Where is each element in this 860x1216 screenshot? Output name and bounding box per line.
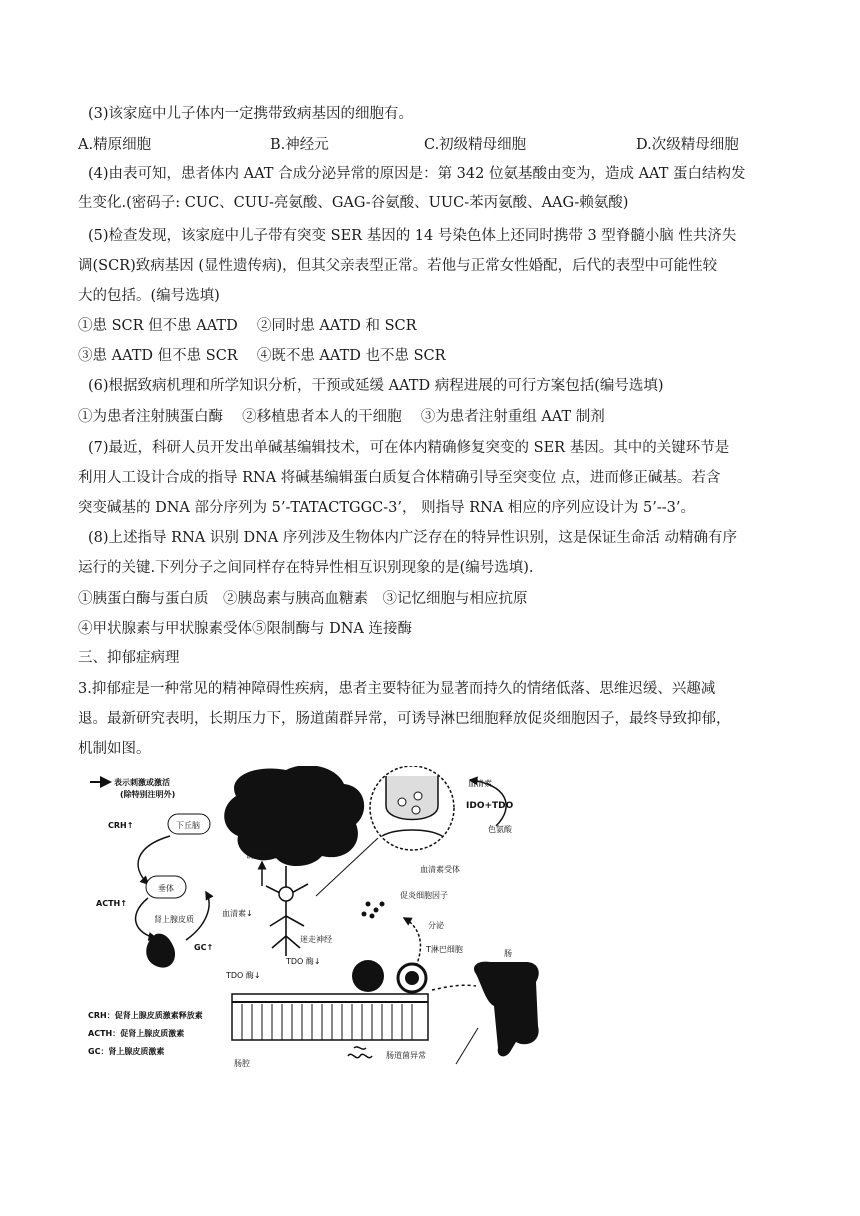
question-7-line1: (7)最近，科研人员开发出单碱基编辑技术，可在体内精确修复突变的 SER 基因。其中的关键环节是	[88, 440, 730, 456]
option-a: A.精原细胞	[78, 137, 152, 153]
vagus-label: 迷走神经	[300, 935, 332, 944]
legend-arrow-label: 表示刺激或激活	[114, 778, 170, 787]
bacteria-icon	[348, 1047, 372, 1058]
gut-label: 肠	[504, 949, 512, 958]
ido-tdo-label: IDO+TDO	[466, 801, 514, 811]
question-4-line1: (4)由表可知，患者体内 AAT 合成分泌异常的原因是：第 342 位氨基酸由变为，造成 AAT 蛋白结构发	[88, 166, 746, 182]
question-5-line2: 调(SCR)致病基因 (显性遗传病)，但其父亲表型正常。若他与正常女性婚配，后代的表型中可能性较	[78, 258, 718, 274]
receptor-label: 血清素受体	[420, 865, 460, 874]
definition-acth: ACTH：促肾上腺皮质激素	[88, 1029, 185, 1038]
induce-depression-label: 诱发抑郁	[246, 851, 278, 860]
gc-label: GC↑	[194, 943, 214, 952]
paragraph-3-line1: 3.抑郁症是一种常见的精神障碍性疾病，患者主要特征为显著而持久的情绪低落、思维迟缓、兴趣减	[78, 681, 716, 697]
question-5-line3: 大的包括。(编号选填)	[78, 288, 220, 304]
intestinal-epithelium	[232, 994, 428, 1040]
cytokine-label: 促炎细胞因子	[400, 891, 448, 900]
question-3: (3)该家庭中儿子体内一定携带致病基因的细胞有。	[88, 106, 414, 122]
hypothalamus-label: 下丘脑	[176, 821, 200, 830]
intestine-icon	[474, 962, 539, 1057]
question-5-line1: (5)检查发现，该家庭中儿子带有突变 SER 基因的 14 号染色体上还同时携带 3 型脊髓小脑 性共济失	[88, 228, 737, 244]
secrete-label: 分泌	[428, 921, 444, 930]
question-7-line2: 利用人工设计合成的指导 RNA 将碱基编辑蛋白质复合体精确引导至突变位 点，进而修正碱基。若含	[78, 470, 721, 486]
question-5-options-2: ③患 AATD 但不患 SCR ④既不患 AATD 也不患 SCR	[78, 348, 446, 364]
question-5-options-1: ①患 SCR 但不患 AATD ②同时患 AATD 和 SCR	[78, 318, 417, 334]
adrenal-label: 肾上腺皮质	[154, 915, 194, 924]
t-lymphocyte-label: T淋巴细胞	[426, 945, 463, 954]
question-8-options-1: ①胰蛋白酶与蛋白质 ②胰岛素与胰高血糖素 ③记忆细胞与相应抗原	[78, 591, 528, 607]
option-d: D.次级精母细胞	[636, 137, 739, 153]
mechanism-diagram	[86, 766, 546, 1070]
serotonin-label: 血清素	[468, 779, 492, 788]
lumen-label: 肠腔	[234, 1059, 250, 1068]
question-6-options: ①为患者注射胰蛋白酶 ②移植患者本人的干细胞 ③为患者注射重组 AAT 制剂	[78, 409, 605, 425]
gut-pointer-line	[456, 1028, 478, 1064]
option-c: C.初级精母细胞	[424, 137, 527, 153]
depression-mechanism-figure	[86, 766, 546, 1070]
legend-note: (除特别注明外)	[120, 790, 176, 799]
question-8-options-2: ④甲状腺素与甲状腺素受体⑤限制酶与 DNA 连接酶	[78, 621, 413, 637]
question-6: (6)根据致病机理和所学知识分析，干预或延缓 AATD 病程进展的可行方案包括(编号选填)	[88, 378, 664, 394]
flora-label: 肠道菌异常	[386, 1051, 426, 1060]
pituitary-label: 垂体	[158, 884, 174, 893]
tryptophan-label: 色氨酸	[488, 825, 512, 834]
adrenal-gland-icon	[146, 934, 175, 968]
paragraph-3-line3: 机制如图。	[78, 741, 151, 757]
option-b: B.神经元	[270, 137, 329, 153]
tdo-enzyme-label-1: TDO 酶↓	[286, 957, 321, 966]
serotonin-down-label: 血清素↓	[222, 909, 253, 918]
tdo-enzyme-label-2: TDO 酶↓	[226, 971, 261, 980]
question-8-line1: (8)上述指导 RNA 识别 DNA 序列涉及生物体内广泛存在的特异性识别，这是保证生命活 动精确有序	[88, 530, 737, 546]
immune-cell-icon	[352, 960, 384, 992]
crh-label: CRH↑	[108, 821, 134, 830]
question-8-line2: 运行的关键.下列分子之间同样存在特异性相互识别现象的是(编号选填).	[78, 560, 534, 576]
question-4-line2: 生变化.(密码子: CUC、CUU-亮氨酸、GAG-谷氨酸、UUC-苯丙氨酸、AAG-赖氨酸)	[78, 195, 629, 211]
question-7-line3: 突变碱基的 DNA 部分序列为 5’-TATACTGGC-3’， 则指导 RNA 相应的序列应设计为 5’--3’。	[78, 500, 695, 516]
definition-gc: GC：肾上腺皮质激素	[88, 1047, 165, 1056]
section-heading: 三、抑郁症病理	[78, 650, 180, 666]
definition-crh: CRH：促肾上腺皮质激素释放素	[88, 1011, 203, 1020]
paragraph-3-line2: 退。最新研究表明，长期压力下，肠道菌群异常，可诱导淋巴细胞释放促炎细胞因子，最终导致抑郁，	[78, 711, 731, 727]
acth-label: ACTH↑	[96, 899, 127, 908]
